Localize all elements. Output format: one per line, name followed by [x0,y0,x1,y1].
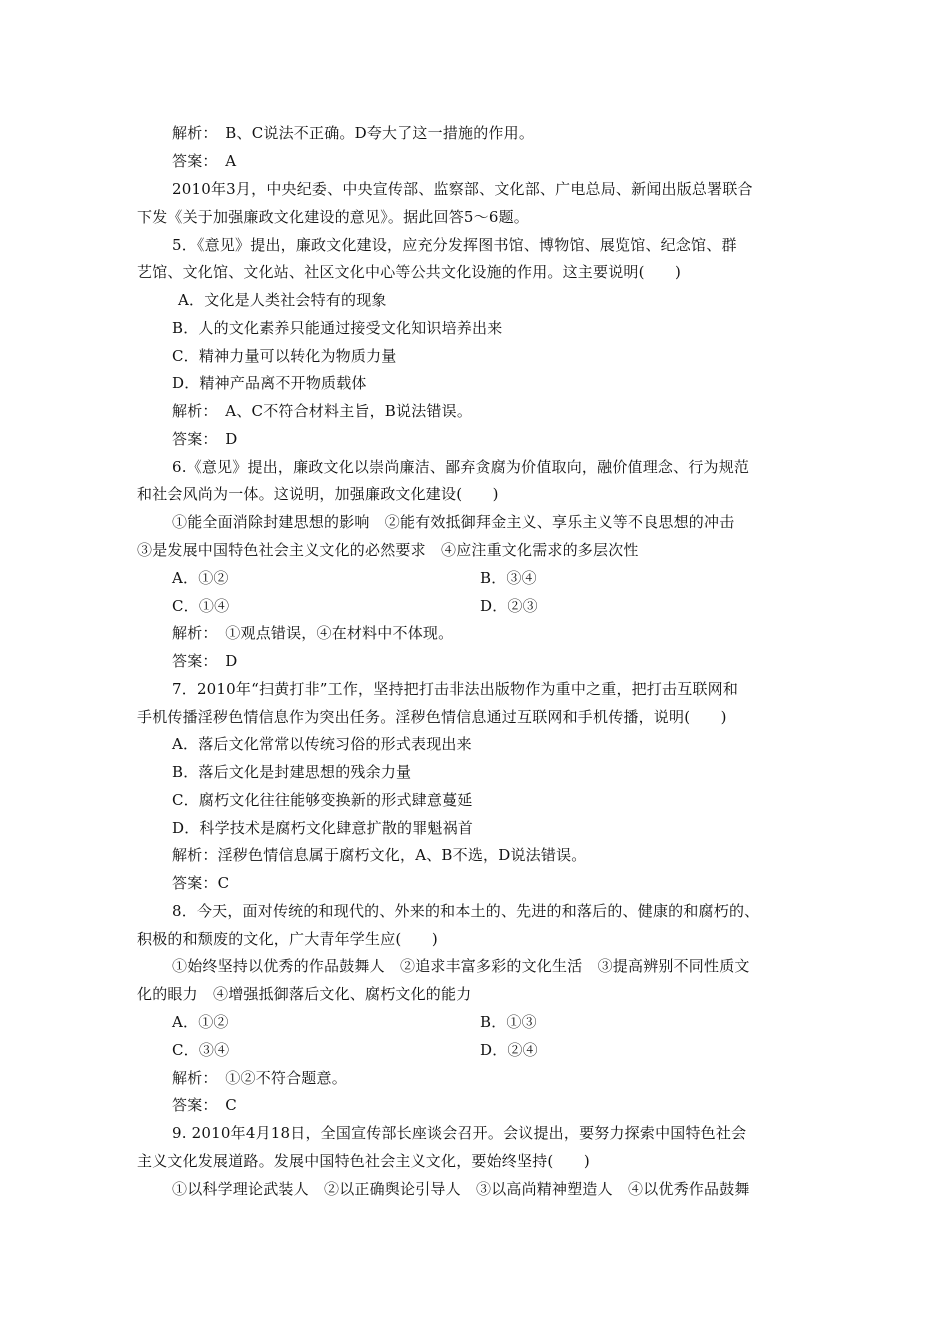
text-line: 主义文化发展道路。发展中国特色社会主义文化，要始终坚持( ) [137,1152,590,1170]
text-line: 8．今天，面对传统的和现代的、外来的和本土的、先进的和落后的、健康的和腐朽的、 [172,902,760,920]
text-line: 解析： A、C不符合材料主旨，B说法错误。 [172,402,473,420]
text-line: C．精神力量可以转化为物质力量 [172,347,397,365]
text-line: 2010年3月，中央纪委、中央宣传部、监察部、文化部、广电总局、新闻出版总署联合 [172,180,753,198]
text-line: ③是发展中国特色社会主义文化的必然要求 ④应注重文化需求的多层次性 [137,541,639,559]
text-line: C．腐朽文化往往能够变换新的形式肆意蔓延 [172,791,473,809]
text-line: B．人的文化素养只能通过接受文化知识培养出来 [172,319,503,337]
text-line: 5．《意见》提出，廉政文化建设，应充分发挥图书馆、博物馆、展览馆、纪念馆、群 [172,236,737,254]
text-line: 和社会风尚为一体。这说明，加强廉政文化建设( ) [137,485,499,503]
text-line: 解析： ①②不符合题意。 [172,1069,347,1087]
text-line: ①能全面消除封建思想的影响 ②能有效抵御拜金主义、享乐主义等不良思想的冲击 [172,513,735,531]
text-line: 9. 2010年4月18日，全国宣传部长座谈会召开。会议提出，要努力探索中国特色社会 [172,1124,747,1142]
text-line: D．②③ [480,597,538,615]
text-line: A．①② [172,569,229,587]
text-line: 7．2010年“扫黄打非”工作，坚持把打击非法出版物作为重中之重，把打击互联网和 [172,680,739,698]
text-line: 化的眼力 ④增强抵御落后文化、腐朽文化的能力 [137,985,472,1003]
text-line: ①始终坚持以优秀的作品鼓舞人 ②追求丰富多彩的文化生活 ③提高辨别不同性质文 [172,957,750,975]
text-line: A．①② [172,1013,229,1031]
text-line: 答案：C [172,874,230,892]
text-line: A．文化是人类社会特有的现象 [178,291,387,309]
text-line: D．②④ [480,1041,538,1059]
text-line: A．落后文化常常以传统习俗的形式表现出来 [172,735,472,753]
text-line: 6.《意见》提出，廉政文化以崇尚廉洁、鄙弃贪腐为价值取向，融价值理念、行为规范 [172,458,750,476]
text-line: ①以科学理论武装人 ②以正确舆论引导人 ③以高尚精神塑造人 ④以优秀作品鼓舞 [172,1180,750,1198]
text-line: 解析：淫秽色情信息属于腐朽文化，A、B不选，D说法错误。 [172,846,587,864]
text-line: B．①③ [480,1013,537,1031]
text-line: 解析： B、C说法不正确。D夸大了这一措施的作用。 [172,124,535,142]
text-line: 答案： D [172,652,238,670]
text-line: D．科学技术是腐朽文化肆意扩散的罪魁祸首 [172,819,474,837]
text-line: 答案： A [172,152,237,170]
text-line: 积极的和颓废的文化，广大青年学生应( ) [137,930,438,948]
text-line: C．③④ [172,1041,230,1059]
text-line: B．③④ [480,569,537,587]
text-line: 解析： ①观点错误，④在材料中不体现。 [172,624,454,642]
text-line: D．精神产品离不开物质载体 [172,374,367,392]
text-line: 答案： D [172,430,238,448]
text-line: 手机传播淫秽色情信息作为突出任务。淫秽色情信息通过互联网和手机传播，说明( ) [137,708,727,726]
text-line: 下发《关于加强廉政文化建设的意见》。据此回答5～6题。 [137,208,529,226]
text-line: C．①④ [172,597,230,615]
text-line: 答案： C [172,1096,237,1114]
text-line: 艺馆、文化馆、文化站、社区文化中心等公共文化设施的作用。这主要说明( ) [137,263,682,281]
text-line: B．落后文化是封建思想的残余力量 [172,763,412,781]
